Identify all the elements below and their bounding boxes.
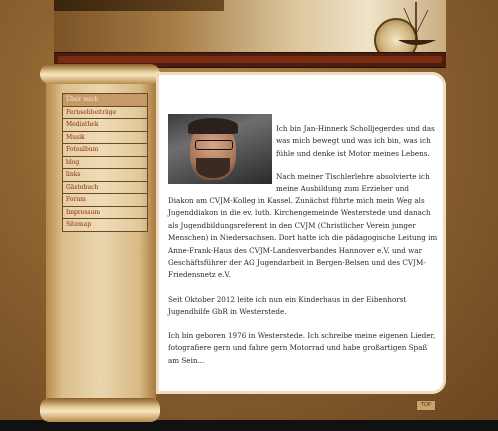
nav-item-musik[interactable]: Musik	[62, 132, 148, 145]
nav-item-gaestebuch[interactable]: Gästebuch	[62, 182, 148, 195]
nav-item-fotoalbum[interactable]: Fotoalbum	[62, 144, 148, 157]
scroll-roll-bottom	[40, 398, 160, 422]
portrait-photo	[168, 114, 272, 184]
nav-item-sitemap[interactable]: Sitemap	[62, 219, 148, 232]
top-button[interactable]: TOP	[416, 400, 436, 411]
ship-icon	[386, 0, 444, 52]
nav-item-fernsehbeitraege[interactable]: Fernsehbeiträge	[62, 107, 148, 120]
personal-paragraph: Ich bin geboren 1976 in Westerstede. Ich schreibe meine eigenen Lieder, fotografiere gern und fahre gern Motorrad und habe großartigen Spaß am Sein...	[168, 331, 436, 365]
header-bar-inner	[58, 56, 442, 63]
header-dark-strip	[54, 0, 224, 11]
nav-item-blog[interactable]: blog	[62, 157, 148, 170]
nav-item-forum[interactable]: Forum	[62, 194, 148, 207]
current-job-paragraph: Seit Oktober 2012 leite ich nun ein Kinderhaus in der Eibenhorst Jugendhilfe GbR in Westerstede.	[168, 295, 407, 317]
career-paragraph: Diakon am CVJM-Kolleg in Kassel. Zunächst führte mich mein Weg als Jugenddiakon in die ev. luth. Kirchengemeinde Westerstede und danach als Jugendbildungsreferent in den CVJM (Christlicher Verein junger Menschen) in Niedersachsen. Dort hatte ich die pädagogische Leitung im Anne-Frank-Haus des CVJM-Landesverbandes Hannover e.V. und war Geschäftsführer der AG Jugendarbeit in Bergen-Belsen und des CVJM-Friedensnetz e.V.	[168, 196, 438, 280]
photo-hair	[188, 118, 238, 134]
photo-glasses	[195, 140, 233, 150]
nav-item-mediathek[interactable]: Mediathek	[62, 119, 148, 132]
career-paragraph-start: Nach meiner Tischlerlehre absolvierte ich meine Ausbildung zum Erzieher und	[276, 172, 430, 194]
nav-item-impressum[interactable]: Impressum	[62, 207, 148, 220]
nav-item-ueber-mich[interactable]: Über mich	[62, 93, 148, 107]
nav-item-links[interactable]: links	[62, 169, 148, 182]
scroll-roll-top	[40, 64, 160, 84]
sidebar-nav	[62, 93, 148, 232]
intro-paragraph: Ich bin Jan-Hinnerk Scholljegerdes und das was mich bewegt und was ich bin, was ich fühle und denke ist Motor meines Lebens.	[276, 124, 435, 158]
photo-beard	[196, 158, 230, 178]
